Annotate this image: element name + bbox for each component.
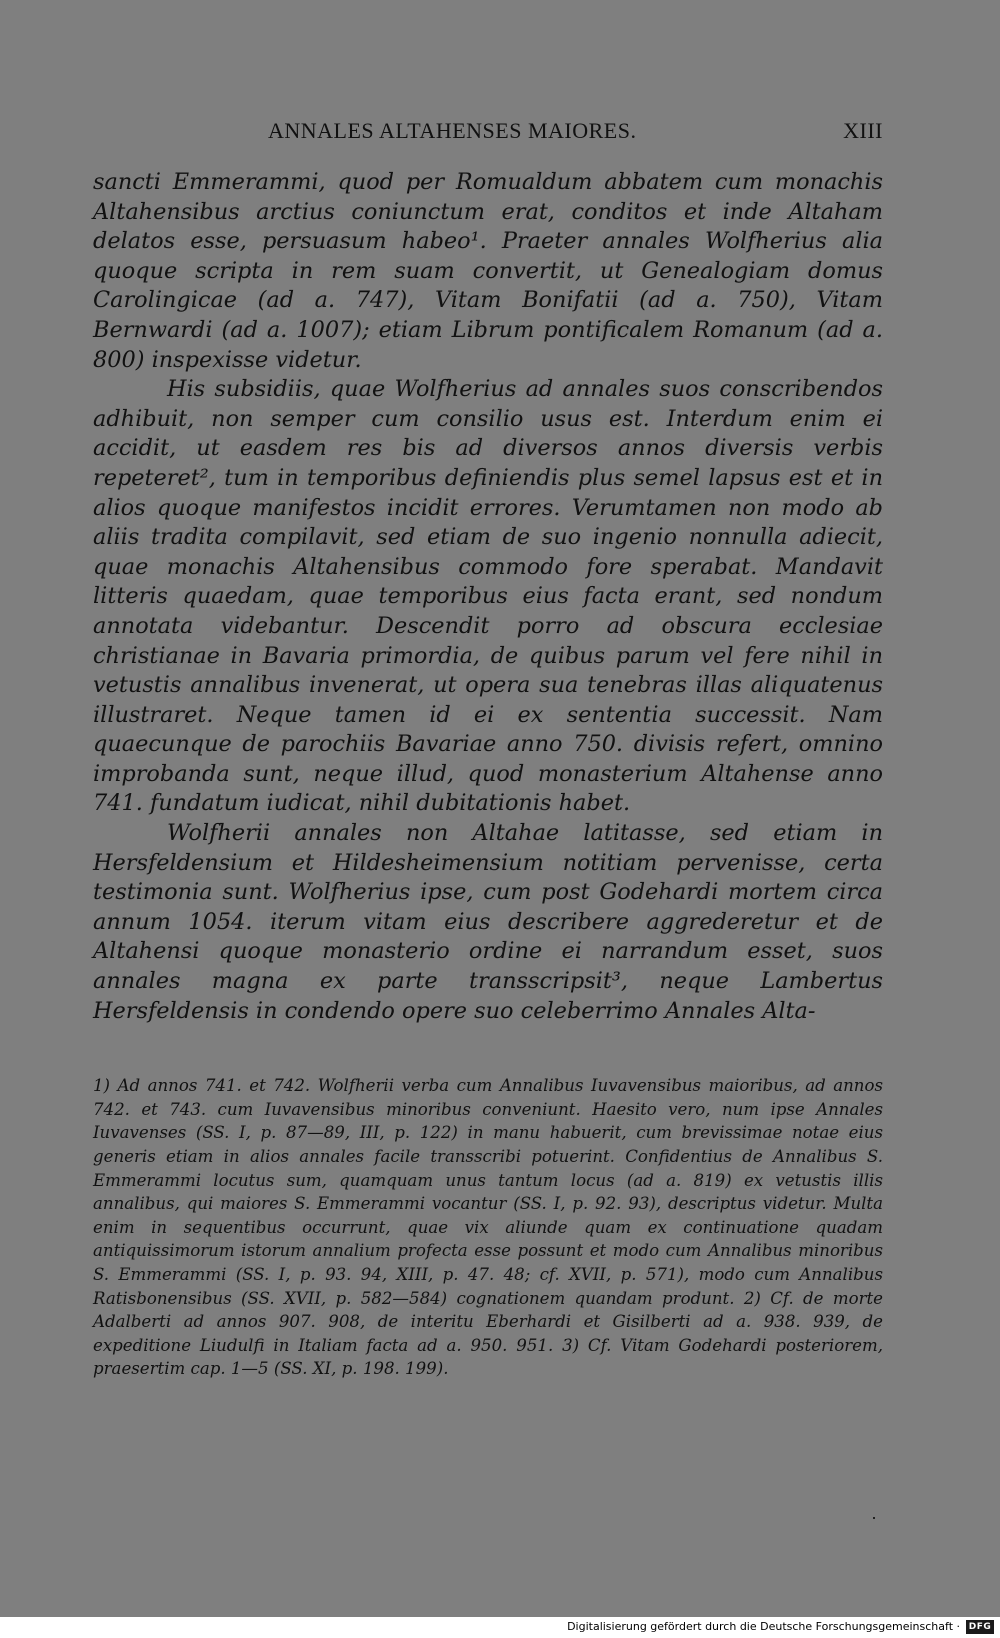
paragraph-3: Wolfherii annales non Altahae latitasse, sed etiam in Hersfeldensium et Hildesheimensium notitiam pervenisse, certa testimonia sunt. Wolfherius ipse, cum post Godehardi mortem circa annum 1054. iterum vitam eius describere aggrederetur et de Altahensi quoque monasterio ordine ei narrandum esset, suos annales magna ex parte transscripsit³, neque Lambertus Hersfeldensis in condendo opere suo celeberrimo Annales Alta-: [93, 820, 883, 1024]
footer-credit: Digitalisierung gefördert durch die Deutsche Forschungsgemeinschaft ·: [567, 1620, 960, 1633]
page-number: XIII: [843, 118, 883, 143]
footnote-text: 1) Ad annos 741. et 742. Wolfherii verba cum Annalibus Iuvavensibus maioribus, ad annos 742. et 743. cum Iuvavensibus minoribus conveniunt. Haesito vero, num ipse Annales Iuvavenses (SS. I, p. 87—89, III, p. 122) in manu habuerit, cum brevissimae notae eius generis etiam in alios annales facile transscribi potuerint. Confidentius de Annalibus S. Emmerammi locutus sum, quamquam unus tantum locus (ad a. 819) ex vetustis illis annalibus, qui maiores S. Emmerammi vocantur (SS. I, p. 92. 93), descriptus videtur. Multa enim in sequentibus occurrunt, quae vix aliunde quam ex continuatione quadam antiquissimorum istorum annalium profecta esse possunt et modo cum Annalibus minoribus S. Emmerammi (SS. I, p. 93. 94, XIII, p. 47. 48; cf. XVII, p. 571), modo cum Annalibus Ratisbonensibus (SS. XVII, p. 582—584) cognationem quandam produnt. 2) Cf. de morte Adalberti ad annos 907. 908, de interitu Eberhardi et Gisilberti ad a. 938. 939, de expeditione Liudulfi in Italiam facta ad a. 950. 951. 3) Cf. Vitam Godehardi posteriorem, praesertim cap. 1—5 (SS. XI, p. 198. 199).: [93, 1076, 883, 1379]
paragraph-2: His subsidiis, quae Wolfherius ad annales suos conscribendos adhibuit, non semper cum consilio usus est. Interdum enim ei accidit, ut easdem res bis ad diversos annos diversis verbis repeteret², tum in temporibus definiendis plus semel lapsus est et in alios quoque manifestos incidit errores. Verumtamen non modo ab aliis tradita compilavit, sed etiam de suo ingenio nonnulla adiecit, quae monachis Altahensibus commodo fore sperabat. Mandavit litteris quaedam, quae temporibus eius facta erant, sed nondum annotata videbantur. Descendit porro ad obscura ecclesiae christianae in Bavaria primordia, de quibus parum vel fere nihil in vetustis annalibus invenerat, ut opera sua tenebras illas aliquatenus illustraret. Neque tamen id ei ex sententia successit. Nam quaecunque de parochiis Bavariae anno 750. divisis refert, omnino improbanda sunt, neque illud, quod monasterium Altahense anno 741. fundatum iudicat, nihil dubitationis habet.: [93, 376, 883, 817]
scan-speck: [873, 1517, 875, 1519]
dfg-logo-icon: DFG: [966, 1620, 994, 1634]
running-title: ANNALES ALTAHENSES MAIORES.: [268, 118, 637, 143]
paragraph-1: sancti Emmerammi, quod per Romualdum abbatem cum monachis Altahensibus arctius coniunctum erat, conditos et inde Altaham delatos esse, persuasum habeo¹. Praeter annales Wolfherius alia quoque scripta in rem suam convertit, ut Genealogiam domus Carolingicae (ad a. 747), Vitam Bonifatii (ad a. 750), Vitam Bernwardi (ad a. 1007); etiam Librum pontificalem Romanum (ad a. 800) inspexisse videtur.: [93, 169, 883, 373]
digitization-footer: [0, 1617, 1000, 1638]
footnotes: [93, 1074, 883, 1381]
body-text: [93, 168, 883, 1026]
running-head: [93, 112, 883, 148]
page-content: [93, 112, 883, 1381]
